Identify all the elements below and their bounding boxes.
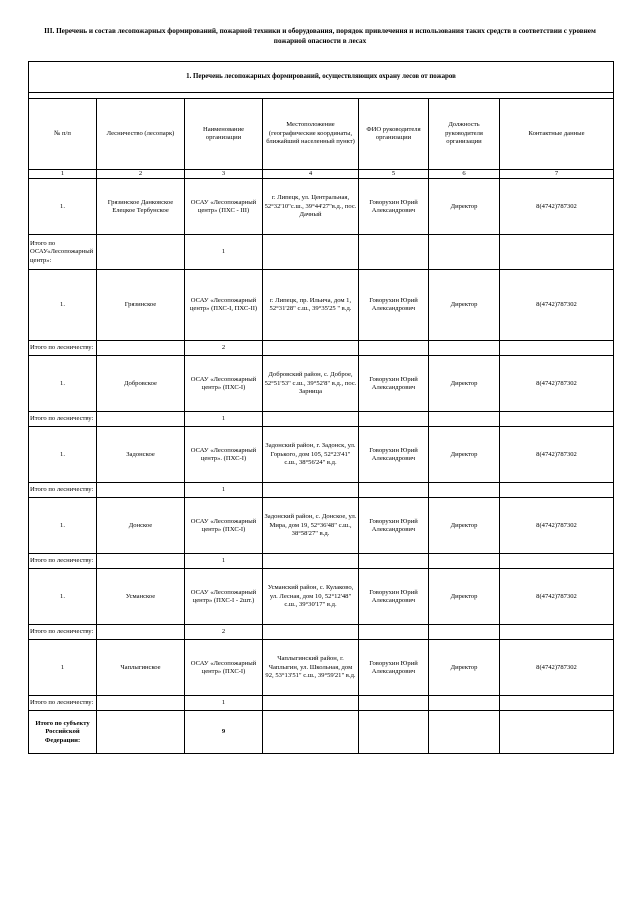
table-row <box>29 427 614 483</box>
location-cell: Чаплыгинский район, г. Чаплыгин, ул. Школьная, дом 92, 53°13'51" с.ш., 39°59'21" в.д. <box>263 640 359 696</box>
empty-cell <box>429 235 500 270</box>
head-position-cell: Директор <box>429 270 500 341</box>
empty-cell <box>500 625 614 640</box>
organization-name-cell: ОСАУ «Лесопожарный центр» (ПХС-I - 2шт.) <box>185 569 263 625</box>
empty-cell <box>263 483 359 498</box>
head-position-cell: Директор <box>429 427 500 483</box>
subtotal-row <box>29 483 614 498</box>
subtotal-row <box>29 412 614 427</box>
subtotal-label: Итого по лесничеству: <box>29 696 97 711</box>
empty-cell <box>429 711 500 754</box>
column-number: 1 <box>29 170 97 179</box>
subtotal-label: Итого по лесничеству: <box>29 554 97 569</box>
location-cell: Усманский район, с. Кулаково, ул. Лесная, дом 10, 52°12'48" с.ш., 39°30'17" в.д. <box>263 569 359 625</box>
location-cell: г. Липецк, пр. Ильича, дом 1, 52°31'28" с.ш., 39°35'25 " в.д. <box>263 270 359 341</box>
empty-cell <box>500 554 614 569</box>
row-number-cell: 1. <box>29 498 97 554</box>
row-number-cell: 1. <box>29 356 97 412</box>
column-number: 7 <box>500 170 614 179</box>
empty-cell <box>359 696 429 711</box>
subtotal-value: 1 <box>185 483 263 498</box>
location-cell: Задонский район, г. Задонск, ул. Горького, дом 105, 52°23'41" с.ш., 38°56'24" в.д. <box>263 427 359 483</box>
subtotal-row <box>29 235 614 270</box>
header-row <box>29 99 614 170</box>
subtotal-value: 1 <box>185 235 263 270</box>
head-position-cell: Директор <box>429 179 500 235</box>
empty-cell <box>263 625 359 640</box>
forestry-name-cell: Донское <box>97 498 185 554</box>
empty-cell <box>359 235 429 270</box>
row-number-cell: 1. <box>29 270 97 341</box>
empty-cell <box>97 483 185 498</box>
contact-phone-cell: 8(4742)787302 <box>500 356 614 412</box>
head-name-cell: Говорухин Юрий Александрович <box>359 356 429 412</box>
empty-cell <box>263 235 359 270</box>
subtotal-value: 1 <box>185 412 263 427</box>
header-cell-head-position: Должность руководителя организации <box>429 99 500 170</box>
column-number: 5 <box>359 170 429 179</box>
contact-phone-cell: 8(4742)787302 <box>500 569 614 625</box>
subtotal-row <box>29 625 614 640</box>
column-number: 3 <box>185 170 263 179</box>
organization-name-cell: ОСАУ «Лесопожарный центр» (ПХС-I, ПХС-II) <box>185 270 263 341</box>
header-cell-head-name: ФИО руководителя организации <box>359 99 429 170</box>
head-name-cell: Говорухин Юрий Александрович <box>359 270 429 341</box>
empty-cell <box>429 625 500 640</box>
table-body <box>29 62 614 754</box>
document-title: III. Перечень и состав лесопожарных формирований, пожарной техники и оборудования, порядок привлечения и использования таких средств в соответствии с уровнем пожарной опасности в лесах <box>44 27 596 45</box>
empty-cell <box>500 711 614 754</box>
subtotal-value: 2 <box>185 625 263 640</box>
head-name-cell: Говорухин Юрий Александрович <box>359 569 429 625</box>
empty-cell <box>429 554 500 569</box>
empty-cell <box>97 341 185 356</box>
subtotal-value: 1 <box>185 696 263 711</box>
empty-cell <box>97 412 185 427</box>
head-name-cell: Говорухин Юрий Александрович <box>359 179 429 235</box>
organization-name-cell: ОСАУ «Лесопожарный центр» (ПХС-I) <box>185 498 263 554</box>
subtotal-value: 1 <box>185 554 263 569</box>
forestry-name-cell: Задонское <box>97 427 185 483</box>
empty-cell <box>500 341 614 356</box>
empty-cell <box>263 412 359 427</box>
empty-cell <box>97 625 185 640</box>
row-number-cell: 1. <box>29 179 97 235</box>
head-position-cell: Директор <box>429 640 500 696</box>
empty-cell <box>429 696 500 711</box>
subtotal-label: Итого по лесничеству: <box>29 483 97 498</box>
forestry-name-cell: Грязинское Данковское Елецкое Тербунское <box>97 179 185 235</box>
empty-cell <box>263 696 359 711</box>
empty-cell <box>359 341 429 356</box>
header-cell-contacts: Контактные данные <box>500 99 614 170</box>
subtotal-label: Итого по лесничеству: <box>29 341 97 356</box>
empty-cell <box>429 412 500 427</box>
organization-name-cell: ОСАУ «Лесопожарный центр». (ПХС-I) <box>185 427 263 483</box>
column-number: 6 <box>429 170 500 179</box>
location-cell: г. Липецк, ул. Центральная, 52°32'10"с.ш., 39°44'27"в.д., пос. Дачный <box>263 179 359 235</box>
contact-phone-cell: 8(4742)787302 <box>500 179 614 235</box>
empty-cell <box>500 483 614 498</box>
organization-name-cell: ОСАУ «Лесопожарный центр» (ПХС-I) <box>185 356 263 412</box>
empty-cell <box>500 696 614 711</box>
table-row <box>29 569 614 625</box>
table-row <box>29 498 614 554</box>
empty-cell <box>500 412 614 427</box>
header-cell-forestry: Лесничество (лесопарк) <box>97 99 185 170</box>
empty-cell <box>263 711 359 754</box>
fire-units-table <box>28 61 614 754</box>
subtotal-value: 2 <box>185 341 263 356</box>
contact-phone-cell: 8(4742)787302 <box>500 640 614 696</box>
empty-cell <box>97 554 185 569</box>
column-number-row <box>29 170 614 179</box>
empty-cell <box>429 341 500 356</box>
table-caption: 1. Перечень лесопожарных формирований, осуществляющих охрану лесов от пожаров <box>29 62 614 93</box>
grand-total-label: Итого по субъекту Российской Федерации: <box>29 711 97 754</box>
row-number-cell: 1. <box>29 569 97 625</box>
empty-cell <box>429 483 500 498</box>
header-cell-location: Местоположение (географические координаты, ближайший населенный пункт) <box>263 99 359 170</box>
row-number-cell: 1. <box>29 427 97 483</box>
header-cell-organization: Наименование организации <box>185 99 263 170</box>
forestry-name-cell: Добровское <box>97 356 185 412</box>
head-position-cell: Директор <box>429 356 500 412</box>
subtotal-row <box>29 554 614 569</box>
table-row <box>29 356 614 412</box>
forestry-name-cell: Чаплыгинское <box>97 640 185 696</box>
empty-cell <box>263 554 359 569</box>
head-position-cell: Директор <box>429 569 500 625</box>
row-number-cell: 1 <box>29 640 97 696</box>
empty-cell <box>97 696 185 711</box>
subtotal-label: Итого по ОСАУ«Лесопожарный центр»: <box>29 235 97 270</box>
empty-cell <box>500 235 614 270</box>
head-position-cell: Директор <box>429 498 500 554</box>
subtotal-row <box>29 341 614 356</box>
subtotal-label: Итого по лесничеству: <box>29 625 97 640</box>
empty-cell <box>359 554 429 569</box>
head-name-cell: Говорухин Юрий Александрович <box>359 498 429 554</box>
subtotal-label: Итого по лесничеству: <box>29 412 97 427</box>
forestry-name-cell: Грязинское <box>97 270 185 341</box>
empty-cell <box>359 412 429 427</box>
location-cell: Задонский район, с. Донское, ул. Мира, дом 19, 52°36'48" с.ш., 38°58'27" в.д. <box>263 498 359 554</box>
grand-total-row <box>29 711 614 754</box>
empty-cell <box>263 341 359 356</box>
forestry-name-cell: Усманское <box>97 569 185 625</box>
contact-phone-cell: 8(4742)787302 <box>500 427 614 483</box>
table-row <box>29 179 614 235</box>
organization-name-cell: ОСАУ «Лесопожарный центр» (ПХС-I) <box>185 640 263 696</box>
table-row <box>29 270 614 341</box>
column-number: 4 <box>263 170 359 179</box>
contact-phone-cell: 8(4742)787302 <box>500 498 614 554</box>
contact-phone-cell: 8(4742)787302 <box>500 270 614 341</box>
empty-cell <box>359 625 429 640</box>
table-row <box>29 640 614 696</box>
head-name-cell: Говорухин Юрий Александрович <box>359 427 429 483</box>
organization-name-cell: ОСАУ «Лесопожарный центр» (ПХС - III) <box>185 179 263 235</box>
header-cell-number: № п/п <box>29 99 97 170</box>
empty-cell <box>359 483 429 498</box>
empty-cell <box>359 711 429 754</box>
location-cell: Добровский район, с. Доброе, 52°51'53" с.ш., 39°52'8" в.д., пос. Зарница <box>263 356 359 412</box>
subtotal-row <box>29 696 614 711</box>
head-name-cell: Говорухин Юрий Александрович <box>359 640 429 696</box>
grand-total-value: 9 <box>185 711 263 754</box>
column-number: 2 <box>97 170 185 179</box>
empty-cell <box>97 235 185 270</box>
empty-cell <box>97 711 185 754</box>
